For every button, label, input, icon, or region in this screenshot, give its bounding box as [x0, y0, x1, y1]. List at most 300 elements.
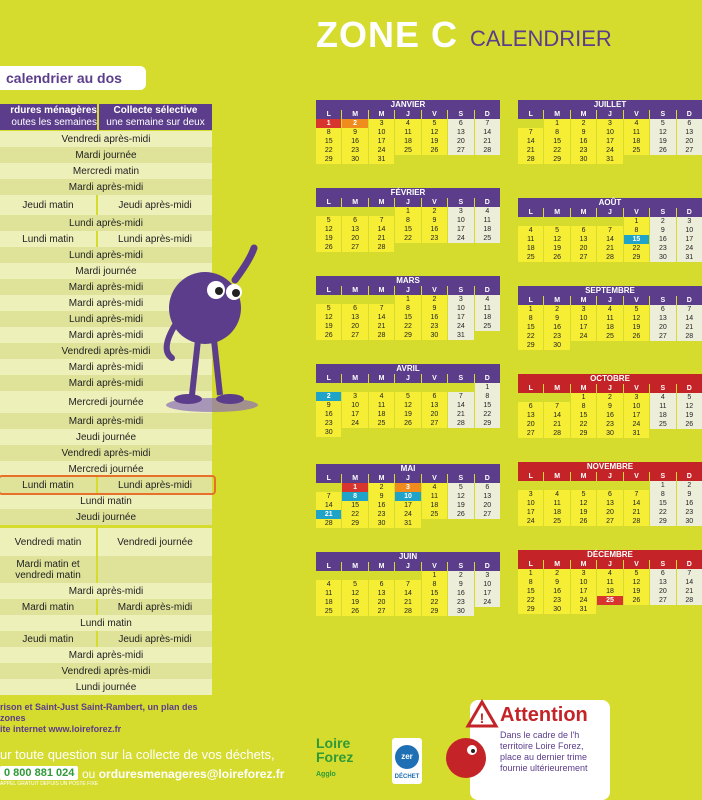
empty-day — [544, 481, 569, 490]
day-cell: 20 — [571, 244, 596, 253]
empty-day — [544, 393, 569, 402]
day-cell: 22 — [475, 410, 500, 419]
weekday-header: J — [395, 198, 420, 207]
weekday-header: J — [395, 110, 420, 119]
day-cell: 6 — [475, 483, 500, 492]
day-cell: 10 — [342, 401, 367, 410]
schedule-row — [0, 599, 212, 615]
day-cell: 11 — [316, 589, 341, 598]
month-grid — [518, 296, 702, 350]
empty-day — [342, 571, 367, 580]
day-cell: 2 — [369, 483, 394, 492]
day-cell: 13 — [342, 225, 367, 234]
day-cell: 28 — [475, 146, 500, 155]
weekday-header: S — [650, 296, 675, 305]
day-cell: 3 — [677, 217, 702, 226]
month-name: JUILLET — [518, 100, 702, 110]
month-grid — [518, 560, 702, 614]
day-cell: 16 — [677, 499, 702, 508]
day-cell: 16 — [448, 589, 473, 598]
day-cell: 26 — [342, 607, 367, 616]
day-cell: 24 — [677, 244, 702, 253]
day-cell: 11 — [395, 128, 420, 137]
day-cell: 21 — [597, 244, 622, 253]
month-grid — [316, 374, 500, 437]
household-waste-header — [0, 104, 99, 130]
day-cell: 19 — [395, 410, 420, 419]
loire-forez-logo — [316, 736, 353, 782]
day-cell: 14 — [677, 578, 702, 587]
empty-day — [624, 605, 649, 614]
day-cell: 5 — [316, 304, 341, 313]
day-cell: 16 — [422, 313, 447, 322]
day-cell: 20 — [342, 322, 367, 331]
weekday-header: D — [677, 560, 702, 569]
day-cell: 15 — [518, 323, 543, 332]
day-cell: 23 — [650, 244, 675, 253]
empty-day — [597, 481, 622, 490]
day-cell: 6 — [650, 569, 675, 578]
day-cell: 2 — [316, 392, 341, 401]
weekday-header: L — [518, 560, 543, 569]
schedule-cell-full: Vendredi après-midi — [61, 133, 151, 145]
footer-note — [0, 702, 215, 735]
weekday-header: J — [395, 562, 420, 571]
day-cell: 22 — [518, 596, 543, 605]
day-cell: 28 — [395, 607, 420, 616]
schedule-cell-full: Vendredi après-midi — [61, 447, 151, 459]
weekday-header: L — [316, 562, 341, 571]
day-cell: 6 — [677, 119, 702, 128]
weekday-header: J — [597, 296, 622, 305]
day-cell: 25 — [597, 596, 622, 605]
day-cell: 10 — [475, 580, 500, 589]
day-cell: 25 — [475, 322, 500, 331]
day-cell: 22 — [395, 234, 420, 243]
day-cell: 26 — [650, 146, 675, 155]
day-cell: 30 — [677, 517, 702, 526]
day-cell: 30 — [544, 341, 569, 350]
day-cell: 20 — [369, 598, 394, 607]
phone-number[interactable]: 0 800 881 024 — [0, 766, 78, 780]
weekday-header: V — [422, 562, 447, 571]
day-cell: 11 — [518, 235, 543, 244]
day-cell: 15 — [316, 137, 341, 146]
month-grid — [316, 474, 500, 528]
empty-day — [342, 207, 367, 216]
day-cell: 1 — [342, 483, 367, 492]
schedule-cell-selective: Lundi après-midi — [118, 233, 192, 245]
day-cell: 12 — [316, 225, 341, 234]
day-cell: 25 — [597, 332, 622, 341]
empty-day — [650, 341, 675, 350]
month-grid — [316, 110, 500, 164]
day-cell: 28 — [677, 332, 702, 341]
day-cell: 4 — [624, 119, 649, 128]
weekday-header: S — [650, 560, 675, 569]
zone-title: ZONE C — [316, 14, 459, 55]
day-cell: 8 — [475, 392, 500, 401]
schedule-cell-full: Lundi matin — [80, 617, 132, 629]
day-cell: 1 — [624, 217, 649, 226]
day-cell: 10 — [571, 578, 596, 587]
highlighted-row-outline — [0, 475, 216, 495]
weekday-header: V — [422, 198, 447, 207]
weekday-header: S — [650, 110, 675, 119]
empty-day — [316, 483, 341, 492]
day-cell: 13 — [369, 589, 394, 598]
schedule-cell-full: Mardi journée — [75, 149, 137, 161]
empty-day — [342, 428, 367, 437]
day-cell: 21 — [624, 508, 649, 517]
schedule-cell-household: Lundi matin — [0, 477, 98, 493]
day-cell: 17 — [624, 411, 649, 420]
day-cell: 9 — [571, 128, 596, 137]
day-cell: 22 — [544, 146, 569, 155]
email-address[interactable]: orduresmenageres@loireforez.fr — [98, 767, 285, 781]
attention-mascot — [440, 700, 500, 790]
day-cell: 10 — [448, 304, 473, 313]
weekday-header: M — [544, 560, 569, 569]
day-cell: 27 — [597, 517, 622, 526]
day-cell: 14 — [395, 589, 420, 598]
day-cell: 16 — [316, 410, 341, 419]
day-cell: 29 — [422, 607, 447, 616]
day-cell: 18 — [650, 411, 675, 420]
day-cell: 24 — [571, 332, 596, 341]
schedule-cell-household: Mardi matin et vendredi matin — [0, 556, 98, 584]
day-cell: 28 — [544, 429, 569, 438]
day-cell: 10 — [395, 492, 420, 501]
empty-day — [650, 429, 675, 438]
day-cell: 28 — [316, 519, 341, 528]
day-cell: 14 — [316, 501, 341, 510]
day-cell: 15 — [650, 499, 675, 508]
day-cell: 12 — [624, 314, 649, 323]
day-cell: 11 — [422, 492, 447, 501]
schedule-row — [0, 131, 212, 147]
month-name: AVRIL — [316, 364, 500, 374]
month-name: MARS — [316, 276, 500, 286]
day-cell: 3 — [369, 119, 394, 128]
day-cell: 24 — [395, 510, 420, 519]
weekday-header: L — [316, 374, 341, 383]
schedule-cell-full: Mercredi journée — [68, 396, 144, 408]
day-cell: 2 — [422, 295, 447, 304]
day-cell: 27 — [475, 510, 500, 519]
day-cell: 14 — [369, 313, 394, 322]
svg-text:!: ! — [479, 710, 485, 726]
day-cell: 16 — [544, 323, 569, 332]
day-cell: 26 — [571, 517, 596, 526]
day-cell: 13 — [677, 128, 702, 137]
schedule-row — [0, 679, 212, 695]
attention-line: fournie ultérieurement — [500, 763, 588, 773]
day-cell: 12 — [571, 499, 596, 508]
day-cell: 13 — [650, 578, 675, 587]
mascot-illustration — [150, 240, 260, 420]
day-cell: 31 — [571, 605, 596, 614]
day-cell: 26 — [316, 331, 341, 340]
weekday-header: S — [448, 374, 473, 383]
schedule-cell-selective — [98, 556, 212, 584]
schedule-cell-selective: Vendredi journée — [117, 536, 193, 548]
day-cell: 24 — [342, 419, 367, 428]
empty-day — [518, 481, 543, 490]
schedule-cell-full: Mardi après-midi — [68, 649, 144, 661]
day-cell: 20 — [342, 234, 367, 243]
day-cell: 6 — [422, 392, 447, 401]
day-cell: 23 — [422, 322, 447, 331]
weekday-header: V — [422, 374, 447, 383]
empty-day — [475, 519, 500, 528]
day-cell: 12 — [342, 589, 367, 598]
day-cell: 1 — [395, 207, 420, 216]
schedule-row — [0, 556, 212, 584]
household-waste-title: rdures ménagères — [10, 105, 97, 116]
day-cell: 21 — [316, 510, 341, 519]
empty-day — [544, 217, 569, 226]
day-cell: 3 — [518, 490, 543, 499]
schedule-cell-full: Lundi après-midi — [69, 217, 143, 229]
day-cell: 14 — [544, 411, 569, 420]
day-cell: 29 — [571, 429, 596, 438]
day-cell: 5 — [316, 216, 341, 225]
empty-day — [369, 383, 394, 392]
day-cell: 25 — [475, 234, 500, 243]
month-grid — [316, 562, 500, 616]
day-cell: 3 — [395, 483, 420, 492]
day-cell: 17 — [597, 137, 622, 146]
day-cell: 30 — [571, 155, 596, 164]
schedule-cell-full: Jeudi journée — [75, 511, 137, 523]
day-cell: 28 — [369, 243, 394, 252]
day-cell: 28 — [518, 155, 543, 164]
schedule-cell-household: Jeudi matin — [0, 195, 98, 215]
day-cell: 16 — [422, 225, 447, 234]
empty-day — [422, 428, 447, 437]
weekday-header: S — [650, 208, 675, 217]
weekday-header: M — [571, 110, 596, 119]
weekday-header: J — [597, 384, 622, 393]
day-cell: 8 — [518, 314, 543, 323]
day-cell: 2 — [544, 569, 569, 578]
day-cell: 4 — [369, 392, 394, 401]
day-cell: 22 — [650, 508, 675, 517]
day-cell: 8 — [518, 578, 543, 587]
selective-title: Collecte sélective — [113, 105, 198, 116]
day-cell: 30 — [597, 429, 622, 438]
day-cell: 7 — [624, 490, 649, 499]
weekday-header: S — [448, 198, 473, 207]
empty-day — [369, 571, 394, 580]
schedule-row — [0, 583, 212, 599]
attention-line: place au dernier trime — [500, 752, 588, 762]
weekday-header: J — [395, 374, 420, 383]
schedule-cell-full: Mardi après-midi — [68, 377, 144, 389]
day-cell: 16 — [544, 587, 569, 596]
month-grid — [518, 208, 702, 262]
schedule-cell-full: Mardi après-midi — [68, 297, 144, 309]
weekday-header: M — [342, 198, 367, 207]
day-cell: 31 — [624, 429, 649, 438]
weekday-header: V — [422, 286, 447, 295]
day-cell: 14 — [369, 225, 394, 234]
day-cell: 4 — [395, 119, 420, 128]
day-cell: 18 — [369, 410, 394, 419]
day-cell: 11 — [475, 304, 500, 313]
attention-line: Dans le cadre de l'h — [500, 730, 580, 740]
day-cell: 7 — [369, 304, 394, 313]
empty-day — [518, 393, 543, 402]
empty-day — [571, 341, 596, 350]
day-cell: 20 — [518, 420, 543, 429]
weekday-header: D — [677, 384, 702, 393]
day-cell: 31 — [597, 155, 622, 164]
day-cell: 11 — [544, 499, 569, 508]
logo-loire: Loire — [316, 735, 351, 751]
day-cell: 13 — [342, 313, 367, 322]
day-cell: 14 — [624, 499, 649, 508]
weekday-header: D — [475, 198, 500, 207]
day-cell: 28 — [597, 253, 622, 262]
day-cell: 6 — [342, 304, 367, 313]
day-cell: 15 — [518, 587, 543, 596]
day-cell: 27 — [422, 419, 447, 428]
schedule-row — [0, 528, 212, 556]
day-cell: 5 — [448, 483, 473, 492]
weekday-header: S — [448, 286, 473, 295]
day-cell: 18 — [395, 137, 420, 146]
weekday-header: V — [624, 296, 649, 305]
month-r4 — [518, 462, 702, 526]
day-cell: 15 — [422, 589, 447, 598]
day-cell: 10 — [448, 216, 473, 225]
empty-day — [369, 295, 394, 304]
contact-email[interactable] — [82, 767, 284, 781]
empty-day — [369, 428, 394, 437]
weekday-header: M — [571, 560, 596, 569]
day-cell: 26 — [422, 146, 447, 155]
day-cell: 4 — [544, 490, 569, 499]
day-cell: 30 — [650, 253, 675, 262]
schedule-cell-full: Vendredi après-midi — [61, 665, 151, 677]
weekday-header: M — [544, 384, 569, 393]
weekday-header: M — [342, 474, 367, 483]
schedule-cell-selective: Mardi après-midi — [117, 601, 193, 613]
day-cell: 15 — [624, 235, 649, 244]
empty-day — [677, 341, 702, 350]
day-cell: 23 — [544, 332, 569, 341]
day-cell: 18 — [518, 244, 543, 253]
day-cell: 28 — [369, 331, 394, 340]
day-cell: 18 — [624, 137, 649, 146]
weekday-header: M — [369, 562, 394, 571]
empty-day — [597, 341, 622, 350]
day-cell: 22 — [395, 322, 420, 331]
day-cell: 19 — [316, 234, 341, 243]
day-cell: 12 — [316, 313, 341, 322]
schedule-row — [0, 179, 212, 195]
day-cell: 27 — [650, 596, 675, 605]
weekday-header: D — [677, 472, 702, 481]
day-cell: 27 — [518, 429, 543, 438]
day-cell: 27 — [448, 146, 473, 155]
day-cell: 22 — [422, 598, 447, 607]
day-cell: 27 — [342, 243, 367, 252]
footer-question: ur toute question sur la collecte de vos déchets, — [0, 747, 275, 762]
schedule-row — [0, 215, 212, 231]
day-cell: 30 — [369, 519, 394, 528]
day-cell: 29 — [544, 155, 569, 164]
day-cell: 19 — [677, 411, 702, 420]
month-grid — [518, 110, 702, 164]
day-cell: 12 — [395, 401, 420, 410]
footer-note-line2: ite internet www.loireforez.fr — [0, 724, 122, 734]
day-cell: 7 — [448, 392, 473, 401]
schedule-cell-selective: Jeudi après-midi — [118, 199, 192, 211]
day-cell: 18 — [475, 225, 500, 234]
empty-day — [475, 331, 500, 340]
empty-day — [395, 571, 420, 580]
schedule-row — [0, 163, 212, 179]
day-cell: 7 — [475, 119, 500, 128]
day-cell: 4 — [597, 569, 622, 578]
schedule-cell-full: Vendredi après-midi — [61, 345, 151, 357]
day-cell: 10 — [518, 499, 543, 508]
day-cell: 1 — [571, 393, 596, 402]
day-cell: 15 — [475, 401, 500, 410]
selective-header — [99, 104, 212, 130]
day-cell: 23 — [342, 146, 367, 155]
day-cell: 2 — [544, 305, 569, 314]
day-cell: 14 — [475, 128, 500, 137]
day-cell: 31 — [369, 155, 394, 164]
schedule-cell-household: Mardi matin — [0, 599, 98, 615]
day-cell: 15 — [571, 411, 596, 420]
day-cell: 19 — [571, 508, 596, 517]
day-cell: 23 — [571, 146, 596, 155]
day-cell: 7 — [518, 128, 543, 137]
day-cell: 17 — [369, 137, 394, 146]
weekday-header: D — [475, 562, 500, 571]
month-name: MAI — [316, 464, 500, 474]
day-cell: 1 — [316, 119, 341, 128]
day-cell: 5 — [650, 119, 675, 128]
weekday-header: J — [597, 472, 622, 481]
day-cell: 25 — [544, 517, 569, 526]
day-cell: 24 — [369, 146, 394, 155]
footer-note-line1: rison et Saint-Just Saint-Rambert, un plan des zones — [0, 702, 198, 723]
empty-day — [448, 155, 473, 164]
schedule-cell-selective: Lundi après-midi — [118, 479, 192, 491]
day-cell: 1 — [518, 305, 543, 314]
day-cell: 17 — [475, 589, 500, 598]
weekday-header: J — [395, 474, 420, 483]
month-grid — [518, 472, 702, 526]
empty-day — [571, 217, 596, 226]
day-cell: 2 — [571, 119, 596, 128]
day-cell: 18 — [316, 598, 341, 607]
day-cell: 3 — [342, 392, 367, 401]
day-cell: 6 — [650, 305, 675, 314]
weekday-header: M — [342, 374, 367, 383]
day-cell: 24 — [518, 517, 543, 526]
empty-day — [624, 155, 649, 164]
day-cell: 24 — [624, 420, 649, 429]
day-cell: 21 — [395, 598, 420, 607]
day-cell: 12 — [677, 402, 702, 411]
